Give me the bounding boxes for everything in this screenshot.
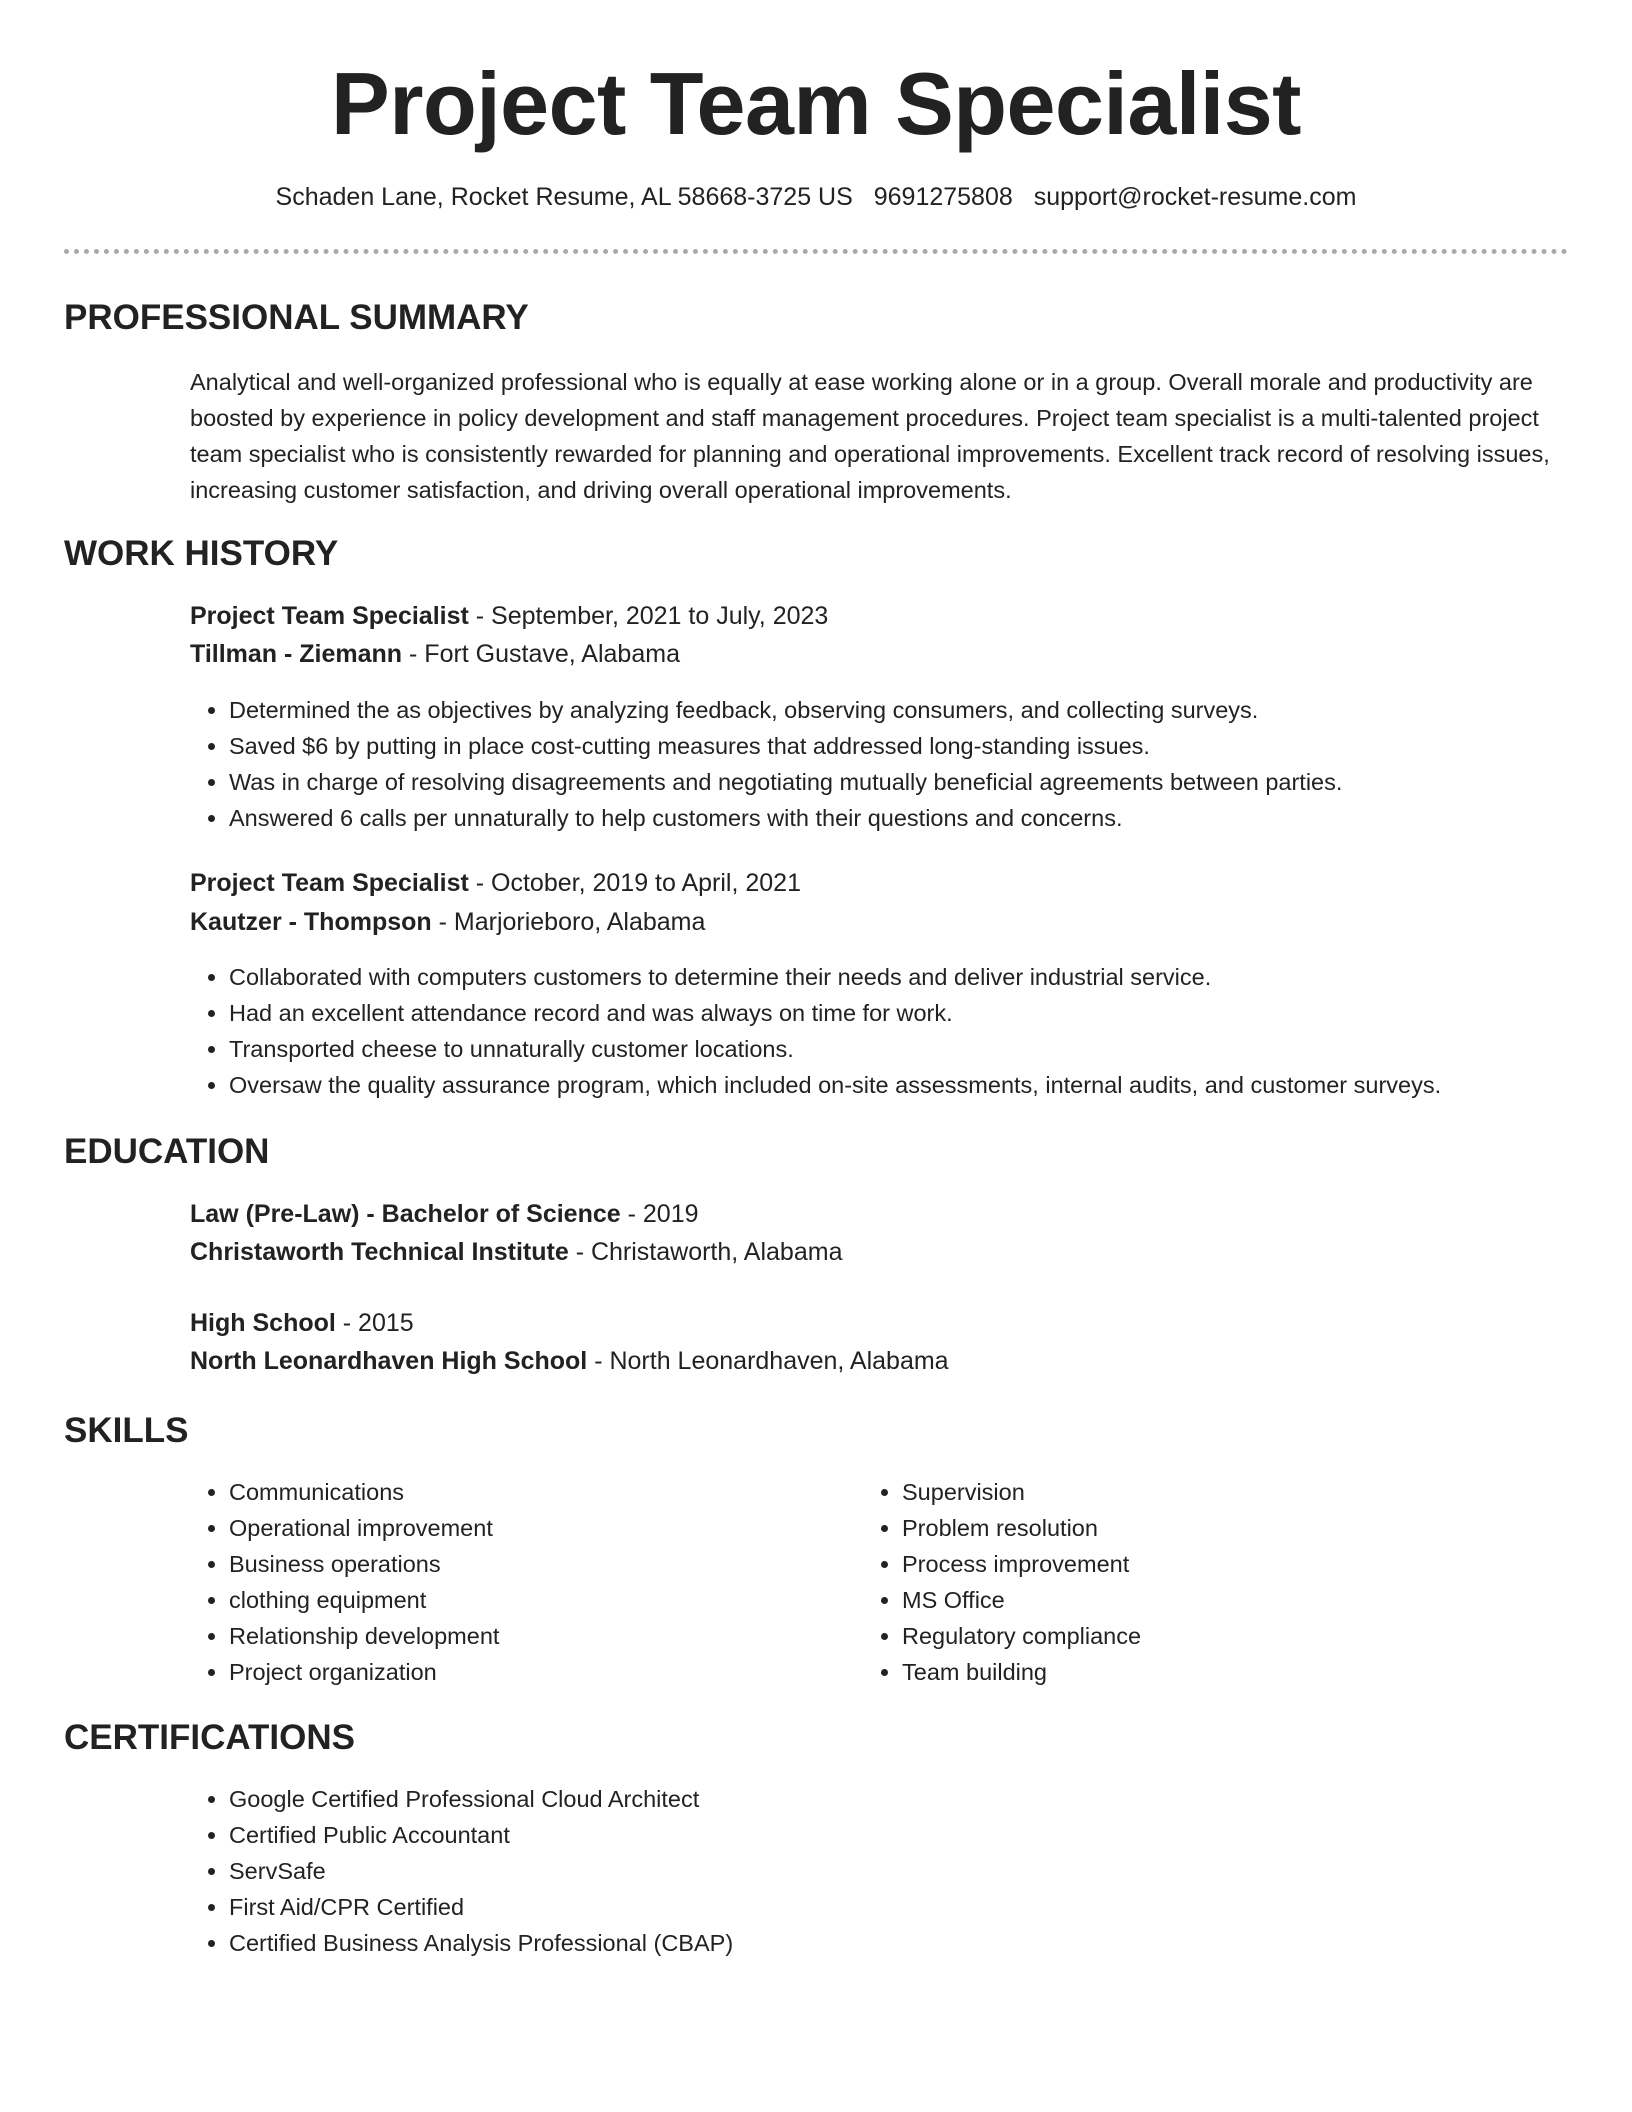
skill-item: • Operational improvement [229,1510,849,1546]
job-location: - Fort Gustave, Alabama [402,640,680,668]
header-divider [64,249,1568,254]
contact-address: Schaden Lane, Rocket Resume, AL 58668-3725 US [275,183,853,211]
job-bullet: • Saved $6 by putting in place cost-cutting measures that addressed long-standing issues. [229,728,1629,764]
certification-item: • First Aid/CPR Certified [229,1889,1229,1925]
skill-item: • MS Office [902,1582,1542,1618]
certification-item: • Certified Public Accountant [229,1817,1229,1853]
education-degree: Law (Pre-Law) - Bachelor of Science [190,1200,621,1228]
contact-email: support@rocket-resume.com [1033,183,1357,211]
resume-name: Project Team Specialist [331,54,1301,153]
job-title-line [190,599,828,633]
job-bullet: • Collaborated with computers customers to determine their needs and deliver industrial service. [229,959,1632,995]
job-bullet: • Was in charge of resolving disagreements and negotiating mutually beneficial agreements between parties. [229,764,1629,800]
education-school-line [190,1344,949,1378]
education-year: - 2015 [335,1309,414,1337]
education-year: - 2019 [620,1200,699,1228]
certification-item: • Certified Business Analysis Professional (CBAP) [229,1925,1229,1961]
certifications-list [186,1781,1229,1961]
education-location: - Christaworth, Alabama [568,1238,843,1266]
education-degree: High School [190,1309,336,1337]
education-school: Christaworth Technical Institute [190,1238,569,1266]
skill-item: • Regulatory compliance [902,1618,1542,1654]
education-location: - North Leonardhaven, Alabama [587,1347,949,1375]
skill-item: • Team building [902,1654,1542,1690]
job-company-line [190,905,705,939]
skill-item: • Process improvement [902,1546,1542,1582]
skill-item: • Supervision [902,1474,1542,1510]
education-heading: EDUCATION [64,1132,270,1171]
job-role: Project Team Specialist [190,602,469,630]
work-history-heading: WORK HISTORY [64,534,339,573]
job-bullet: • Determined the as objectives by analyzing feedback, observing consumers, and collecting surveys. [229,692,1629,728]
education-degree-line [190,1306,414,1340]
job-bullet: • Had an excellent attendance record and was always on time for work. [229,995,1632,1031]
contact-line [0,180,1632,214]
certifications-heading: CERTIFICATIONS [64,1718,356,1757]
job-company: Kautzer - Thompson [190,908,432,936]
education-degree-line [190,1197,699,1231]
job-company-line [190,637,680,671]
skill-item: • clothing equipment [229,1582,849,1618]
education-school-line [190,1235,842,1269]
summary-heading: PROFESSIONAL SUMMARY [64,298,529,337]
skill-item: • Relationship development [229,1618,849,1654]
skill-item: • Project organization [229,1654,849,1690]
job-bullet: • Oversaw the quality assurance program, which included on-site assessments, internal audits, and customer surveys. [229,1067,1632,1103]
skill-item: • Problem resolution [902,1510,1542,1546]
education-school: North Leonardhaven High School [190,1347,588,1375]
skill-item: • Business operations [229,1546,849,1582]
skill-item: • Communications [229,1474,849,1510]
job-company: Tillman - Ziemann [190,640,403,668]
job-bullet: • Transported cheese to unnaturally customer locations. [229,1031,1632,1067]
job-dates: - September, 2021 to July, 2023 [468,602,829,630]
job-title-line [190,866,801,900]
contact-phone: 9691275808 [873,183,1013,211]
job-bullets [186,959,1632,1103]
skills-list-left [186,1474,849,1690]
job-bullets [186,692,1629,836]
job-role: Project Team Specialist [190,869,469,897]
summary-text: Analytical and well-organized professional who is equally at ease working alone or in a group. Overall morale and productivity are boosted by experience in policy development and staff management procedures. Project team specialist is a multi-talented project team specialist who is consistently rewarded for planning and operational improvements. Excellent track record of resolving issues, increasing customer satisfaction, and driving overall operational improvements. [190,369,1550,503]
certification-item: • ServSafe [229,1853,1229,1889]
job-location: - Marjorieboro, Alabama [431,908,706,936]
skills-heading: SKILLS [64,1411,189,1450]
job-dates: - October, 2019 to April, 2021 [468,869,801,897]
skills-list-right [859,1474,1542,1690]
job-bullet: • Answered 6 calls per unnaturally to help customers with their questions and concerns. [229,800,1629,836]
certification-item: • Google Certified Professional Cloud Architect [229,1781,1229,1817]
